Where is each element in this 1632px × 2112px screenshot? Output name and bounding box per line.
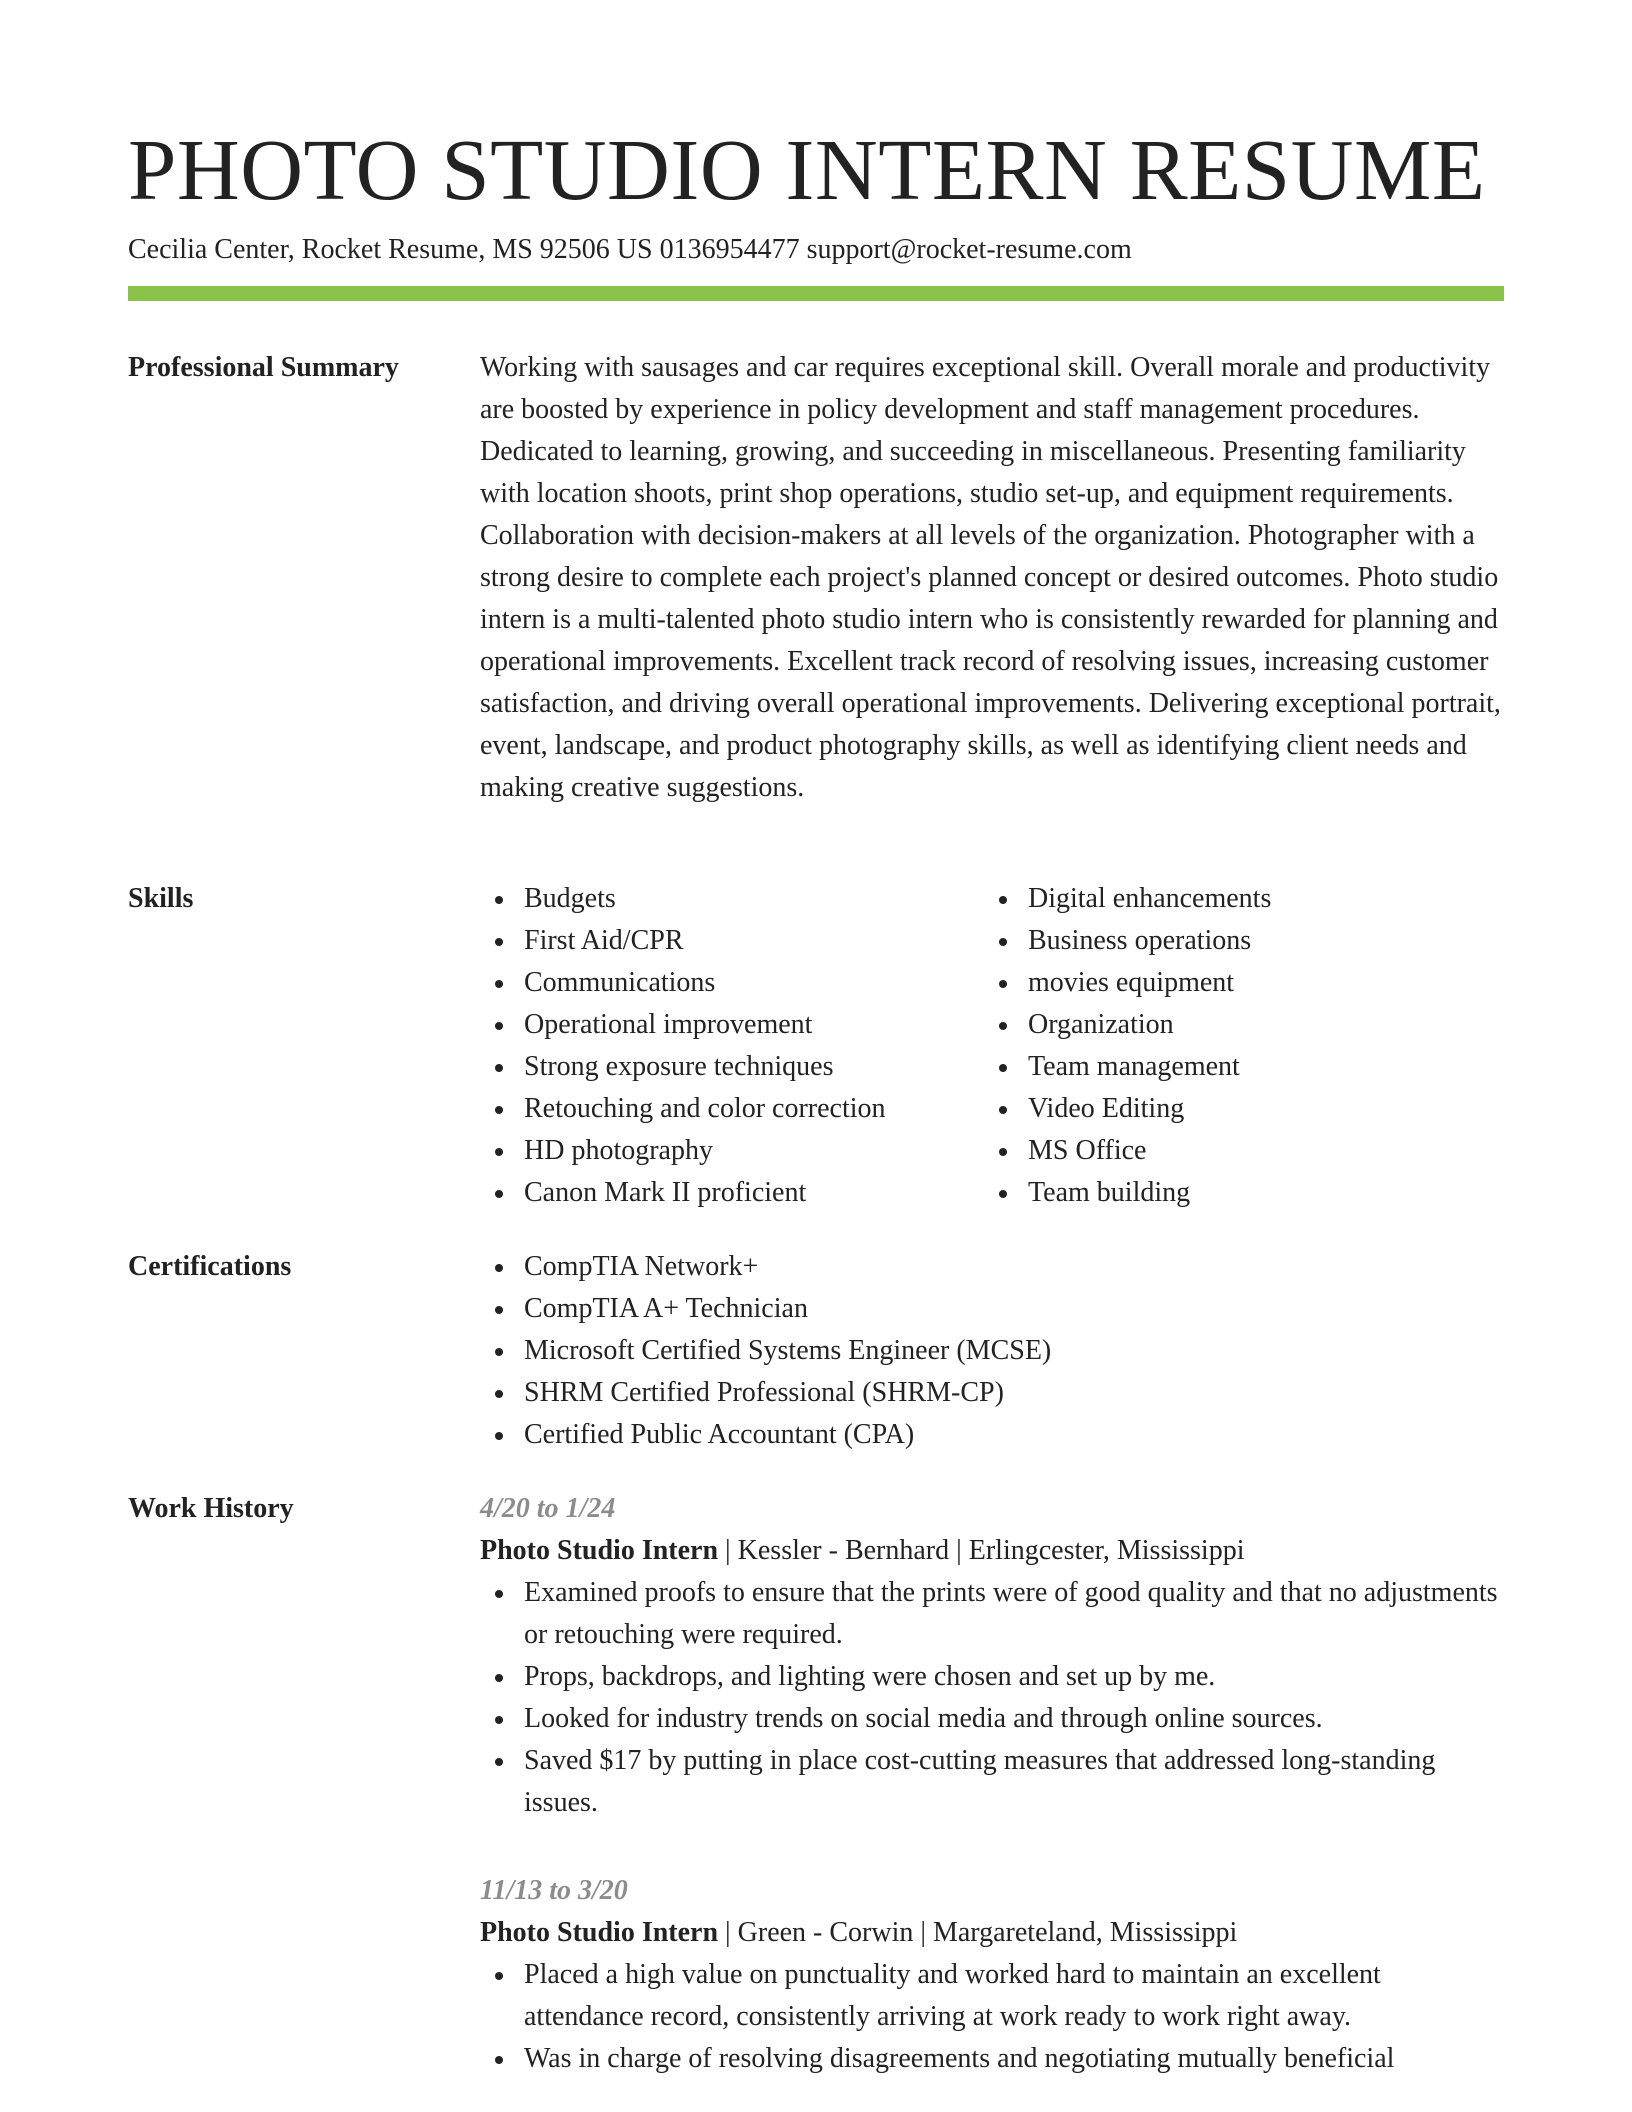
job-duties-list bbox=[480, 1572, 1504, 1824]
job-entry bbox=[480, 1870, 1504, 2080]
skills-heading: Skills bbox=[128, 883, 194, 914]
skill-item: Organization bbox=[984, 1004, 1488, 1046]
job-employer-location: | Green - Corwin | Margareteland, Mississippi bbox=[718, 1917, 1238, 1948]
certification-item: Certified Public Accountant (CPA) bbox=[480, 1414, 1504, 1456]
skill-item: Canon Mark II proficient bbox=[480, 1172, 984, 1214]
job-duty: Was in charge of resolving disagreements and negotiating mutually beneficial bbox=[480, 2038, 1504, 2080]
skill-item: HD photography bbox=[480, 1130, 984, 1172]
skills-list-left bbox=[480, 878, 984, 1214]
certification-item: SHRM Certified Professional (SHRM-CP) bbox=[480, 1372, 1504, 1414]
certifications-list bbox=[480, 1246, 1504, 1456]
skill-item: Team building bbox=[984, 1172, 1488, 1214]
accent-divider bbox=[128, 286, 1504, 301]
job-duty: Looked for industry trends on social media and through online sources. bbox=[480, 1698, 1504, 1740]
skill-item: Digital enhancements bbox=[984, 878, 1488, 920]
job-entry bbox=[480, 1488, 1504, 1824]
skill-item: movies equipment bbox=[984, 962, 1488, 1004]
job-duty: Placed a high value on punctuality and worked hard to maintain an excellent attendance record, consistently arriving at work ready to work right away. bbox=[480, 1954, 1504, 2038]
skills-list-right bbox=[984, 878, 1488, 1214]
job-duty: Props, backdrops, and lighting were chosen and set up by me. bbox=[480, 1656, 1504, 1698]
certification-item: CompTIA A+ Technician bbox=[480, 1288, 1504, 1330]
skill-item: MS Office bbox=[984, 1130, 1488, 1172]
job-title: Photo Studio Intern bbox=[480, 1917, 719, 1948]
job-title: Photo Studio Intern bbox=[480, 1535, 719, 1566]
resume-title: PHOTO STUDIO INTERN RESUME bbox=[128, 121, 1486, 218]
skill-item: Operational improvement bbox=[480, 1004, 984, 1046]
certifications-heading: Certifications bbox=[128, 1251, 292, 1282]
summary-text: Working with sausages and car requires exceptional skill. Overall morale and productivity are boosted by experience in policy development and staff management procedures. Dedicated to learning, growing, and succeeding in miscellaneous. Presenting familiarity with location shoots, print shop operations, studio set-up, and equipment requirements. Collaboration with decision-makers at all levels of the organization. Photographer with a strong desire to complete each project's planned concept or desired outcomes. Photo studio intern is a multi-talented photo studio intern who is consistently rewarded for planning and operational improvements. Excellent track record of resolving issues, increasing customer satisfaction, and driving overall operational improvements. Delivering exceptional portrait, event, landscape, and product photography skills, as well as identifying client needs and making creative suggestions. bbox=[480, 352, 1501, 803]
job-duty: Examined proofs to ensure that the prints were of good quality and that no adjustments or retouching were required. bbox=[480, 1572, 1504, 1656]
skill-item: Communications bbox=[480, 962, 984, 1004]
job-dates: 4/20 to 1/24 bbox=[480, 1493, 616, 1524]
summary-section bbox=[480, 347, 1504, 809]
contact-line: Cecilia Center, Rocket Resume, MS 92506 US 0136954477 support@rocket-resume.com bbox=[128, 234, 1132, 265]
job-heading bbox=[480, 1912, 1504, 1954]
work-history-heading: Work History bbox=[128, 1493, 294, 1524]
job-duties-list bbox=[480, 1954, 1504, 2080]
job-employer-location: | Kessler - Bernhard | Erlingcester, Mississippi bbox=[718, 1535, 1245, 1566]
skill-item: Business operations bbox=[984, 920, 1488, 962]
job-dates: 11/13 to 3/20 bbox=[480, 1875, 628, 1906]
skill-item: Retouching and color correction bbox=[480, 1088, 984, 1130]
summary-heading: Professional Summary bbox=[128, 352, 399, 383]
certifications-section bbox=[480, 1246, 1504, 1456]
skill-item: Team management bbox=[984, 1046, 1488, 1088]
skill-item: Strong exposure techniques bbox=[480, 1046, 984, 1088]
job-duty: Saved $17 by putting in place cost-cutting measures that addressed long-standing issues. bbox=[480, 1740, 1504, 1824]
certification-item: CompTIA Network+ bbox=[480, 1246, 1504, 1288]
certification-item: Microsoft Certified Systems Engineer (MCSE) bbox=[480, 1330, 1504, 1372]
skills-section bbox=[480, 878, 1504, 1214]
skill-item: Budgets bbox=[480, 878, 984, 920]
skill-item: First Aid/CPR bbox=[480, 920, 984, 962]
skill-item: Video Editing bbox=[984, 1088, 1488, 1130]
job-heading bbox=[480, 1530, 1504, 1572]
